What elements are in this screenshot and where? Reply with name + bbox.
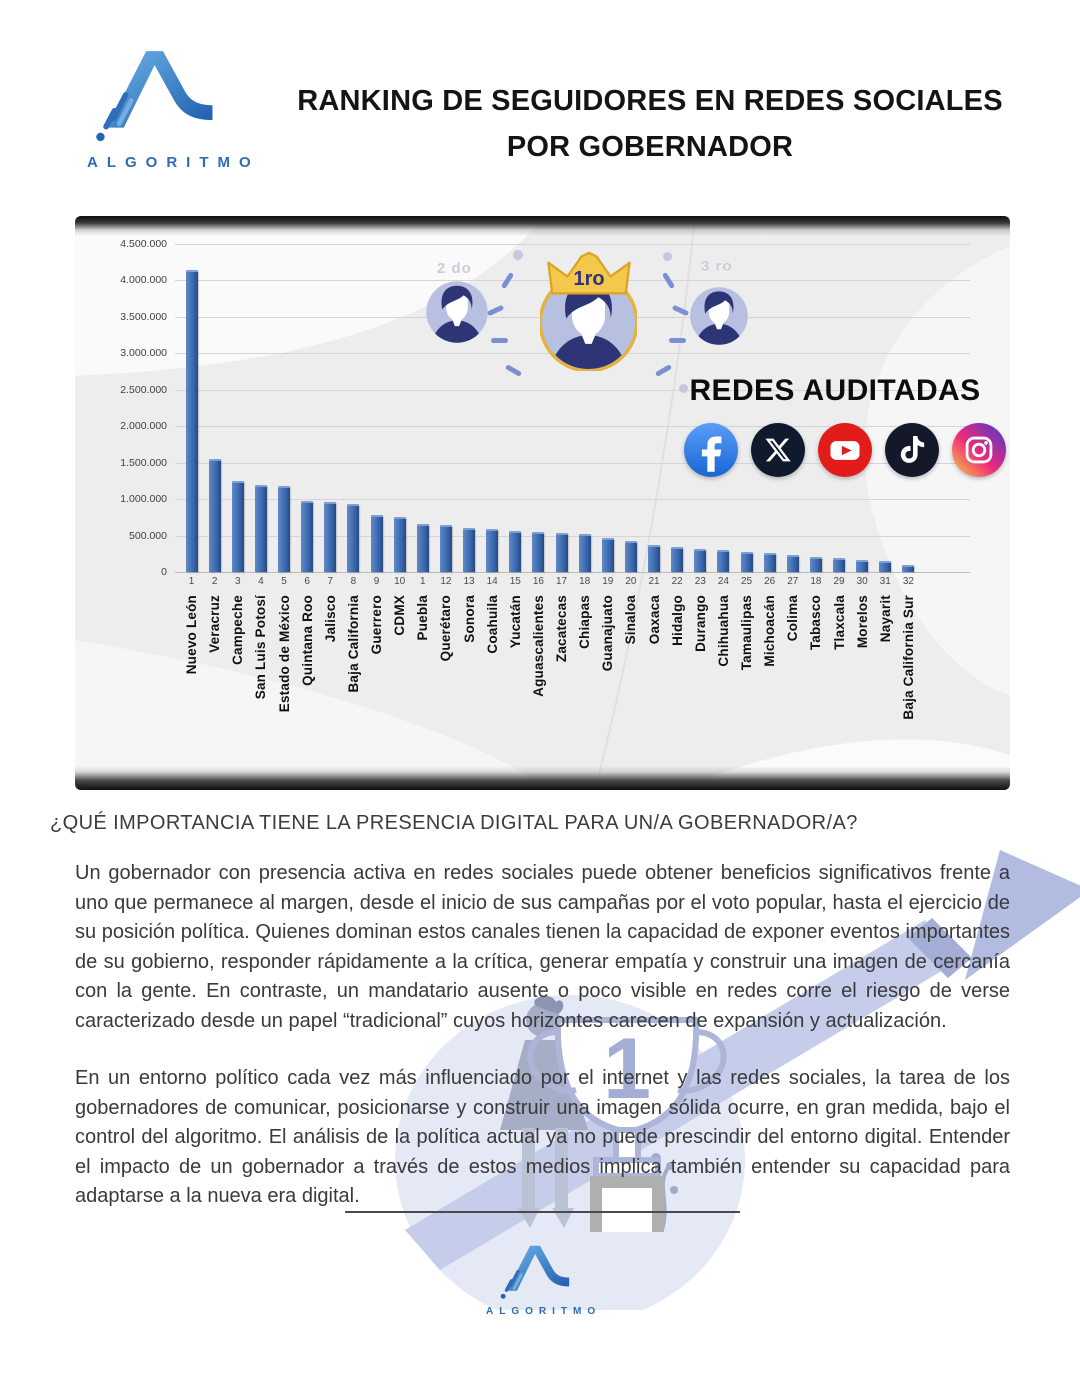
footer-brand [480, 1238, 600, 1317]
x-axis-rank-label: 29 [833, 576, 845, 587]
page-title-line2: POR GOBERNADOR [506, 131, 794, 164]
x-axis-category-label: Querétaro [438, 595, 454, 662]
y-axis-tick: 2.000.000 [120, 420, 167, 433]
x-axis-rank-label: 17 [556, 576, 568, 587]
footer-brand-name: ALGORITMO [486, 1306, 602, 1317]
x-axis-category-label: Sonora [461, 595, 477, 643]
x-icon [750, 422, 806, 478]
tiktok-icon [884, 422, 940, 478]
y-axis-tick: 500.000 [129, 529, 167, 542]
third-place-avatar [689, 286, 749, 351]
youtube-icon [817, 422, 873, 478]
x-axis-category-label: Tamaulipas [739, 595, 755, 671]
x-axis-rank-label: 26 [764, 576, 776, 587]
second-place-avatar [425, 280, 489, 349]
ray-dash [505, 364, 522, 377]
y-axis-tick: 0 [161, 566, 167, 578]
instagram-icon [951, 422, 1007, 478]
x-axis-category-label: Campeche [230, 595, 246, 665]
algoritmo-logo-icon [88, 38, 238, 150]
y-axis-tick: 1.000.000 [120, 493, 167, 506]
svg-text:1: 1 [603, 1021, 651, 1117]
panel-bottom-shadow [75, 766, 1010, 790]
x-axis-rank-label: 27 [787, 576, 799, 587]
x-axis-category-label: Chiapas [577, 595, 593, 649]
x-axis-rank-label: 12 [440, 576, 452, 587]
audited-networks-title: REDES AUDITADAS [689, 374, 981, 407]
x-axis-rank-label: 20 [625, 576, 637, 587]
third-place-label: 3 ro [701, 258, 733, 275]
x-axis-category-label: Jalisco [322, 595, 338, 643]
governor-avatar-icon [689, 286, 749, 346]
x-axis-rank-label: 25 [741, 576, 753, 587]
x-axis-rank-label: 7 [327, 576, 334, 587]
x-axis-category-label: Quintana Roo [299, 595, 315, 686]
x-axis-rank-label: 2 [211, 576, 218, 587]
x-axis-rank-label: 32 [902, 576, 914, 587]
x-axis-category-label: Guanajuato [600, 595, 616, 672]
x-axis-rank-label: 16 [532, 576, 544, 587]
x-axis-category-label: Baja California [345, 595, 361, 693]
y-axis-tick: 2.500.000 [120, 383, 167, 396]
page-title [255, 78, 1045, 171]
brand-logo [78, 38, 260, 171]
x-axis-rank-label: 19 [602, 576, 614, 587]
x-axis-category-label: Nayarit [877, 595, 893, 643]
panel-top-shadow [75, 216, 1010, 236]
brand-name: ALGORITMO [87, 154, 260, 171]
x-axis-category-label: Coahuila [484, 595, 500, 654]
x-axis-category-label: Nuevo León [184, 595, 200, 675]
x-axis-rank-label: 10 [394, 576, 406, 587]
x-axis-rank-label: 30 [856, 576, 868, 587]
article-paragraph-1: Un gobernador con presencia activa en redes sociales puede obtener beneficios significativos frente a uno que permanece al margen, desde el inicio de sus campañas por el voto popular, hasta el ejercicio de su posición política. Quienes dominan estos canales tienen la capacidad de exponer eventos importantes de su gobierno, responder rápidamente a la crítica, generar empatía y construir una imagen de cercanía con la gente. En contraste, un mandatario ausente o poco visible en redes corre el riesgo de verse caracterizado desde un papel “tradicional” cuyos horizontes carecen de expansión y actualización. [75, 862, 1010, 1032]
ray-dash [662, 272, 675, 289]
x-axis-category-label: Estado de México [276, 595, 292, 713]
ray-dot [663, 252, 672, 261]
x-axis-category-label: Hidalgo [669, 595, 685, 646]
audited-networks-icons [635, 422, 1010, 478]
x-axis-rank-label: 1 [188, 576, 195, 587]
governor-avatar-icon [425, 280, 489, 344]
ray-dash [672, 305, 690, 317]
ray-dash [491, 338, 508, 343]
x-axis-rank-label: 5 [281, 576, 287, 587]
x-axis-rank-label: 22 [671, 576, 683, 587]
x-axis-category-label: San Luis Potosí [253, 595, 269, 700]
x-axis-rank-label: 4 [258, 576, 264, 587]
second-place-label: 2 do [437, 260, 472, 277]
x-axis-rank-label: 6 [304, 576, 310, 587]
x-axis-category-label: Durango [692, 595, 708, 652]
x-axis-category-label: Guerrero [369, 595, 385, 655]
y-axis-tick: 1.500.000 [120, 456, 167, 469]
article [50, 812, 1035, 1240]
x-axis-rank-label: 8 [350, 576, 357, 587]
x-axis-rank-label: 1 [420, 576, 426, 587]
article-question: ¿QUÉ IMPORTANCIA TIENE LA PRESENCIA DIGITAL PARA UN/A GOBERNADOR/A? [50, 812, 858, 834]
x-axis-category-label: Tlaxcala [831, 595, 847, 650]
ray-dot [513, 250, 523, 260]
x-axis-category-label: CDMX [392, 595, 408, 636]
first-place-label: 1ro [573, 267, 605, 290]
facebook-icon [683, 422, 739, 478]
x-axis-category-label: Oaxaca [646, 595, 662, 645]
x-axis-rank-label: 15 [509, 576, 521, 587]
x-axis-rank-label: 24 [717, 576, 729, 587]
x-axis-category-label: Morelos [854, 595, 870, 649]
x-axis-rank-label: 31 [879, 576, 891, 587]
y-axis-tick: 4.000.000 [120, 274, 167, 287]
x-axis-category-label: Aguascalientes [530, 595, 546, 697]
x-axis-rank-label: 9 [373, 576, 380, 587]
y-axis-tick: 3.000.000 [120, 347, 167, 360]
x-axis-category-label: Baja California Sur [900, 595, 916, 720]
chart-panel [75, 216, 1010, 790]
y-axis-tick: 4.500.000 [120, 238, 167, 250]
article-paragraph-2: En un entorno político cada vez más influenciado por el internet y las redes sociales, la tarea de los gobernadores de comunicar, posicionarse y construir una imagen sólida ocurre, en gran medida, bajo el control del algoritmo. El análisis de la política actual ya no puede prescindir del entorno digital. Entender el impacto de un gobernador a través de estos medios implica también entender su capacidad para adaptarse a la nueva era digital. [75, 1067, 1010, 1207]
x-axis-category-label: Chihuahua [715, 595, 731, 667]
x-axis-rank-label: 23 [694, 576, 706, 587]
x-axis-category-label: Yucatán [507, 595, 523, 649]
crown-icon [543, 248, 635, 302]
x-axis-category-label: Puebla [415, 595, 431, 641]
x-axis-category-label: Colima [785, 595, 801, 642]
ray-dash [669, 338, 686, 343]
x-axis-rank-label: 18 [579, 576, 591, 587]
x-axis-rank-label: 3 [235, 576, 241, 587]
ray-dash [501, 272, 514, 289]
page-title-line1: RANKING DE SEGUIDORES EN REDES SOCIALES [297, 85, 1003, 117]
x-axis-category-label: Veracruz [207, 595, 223, 653]
x-axis-category-label: Tabasco [808, 595, 824, 651]
first-place-crown [543, 248, 635, 307]
x-axis-category-label: Michoacán [762, 595, 778, 667]
x-axis-category-label: Sinaloa [623, 595, 639, 645]
podium [75, 216, 1010, 790]
x-axis-rank-label: 21 [648, 576, 660, 587]
x-axis-rank-label: 13 [463, 576, 475, 587]
x-axis-rank-label: 18 [810, 576, 822, 587]
ray-dash [487, 305, 505, 317]
y-axis-tick: 3.500.000 [120, 310, 167, 323]
algoritmo-logo-icon [496, 1238, 584, 1304]
footer-divider [345, 1211, 740, 1213]
x-axis-rank-label: 14 [486, 576, 498, 587]
x-axis-category-label: Zacatecas [554, 595, 570, 663]
